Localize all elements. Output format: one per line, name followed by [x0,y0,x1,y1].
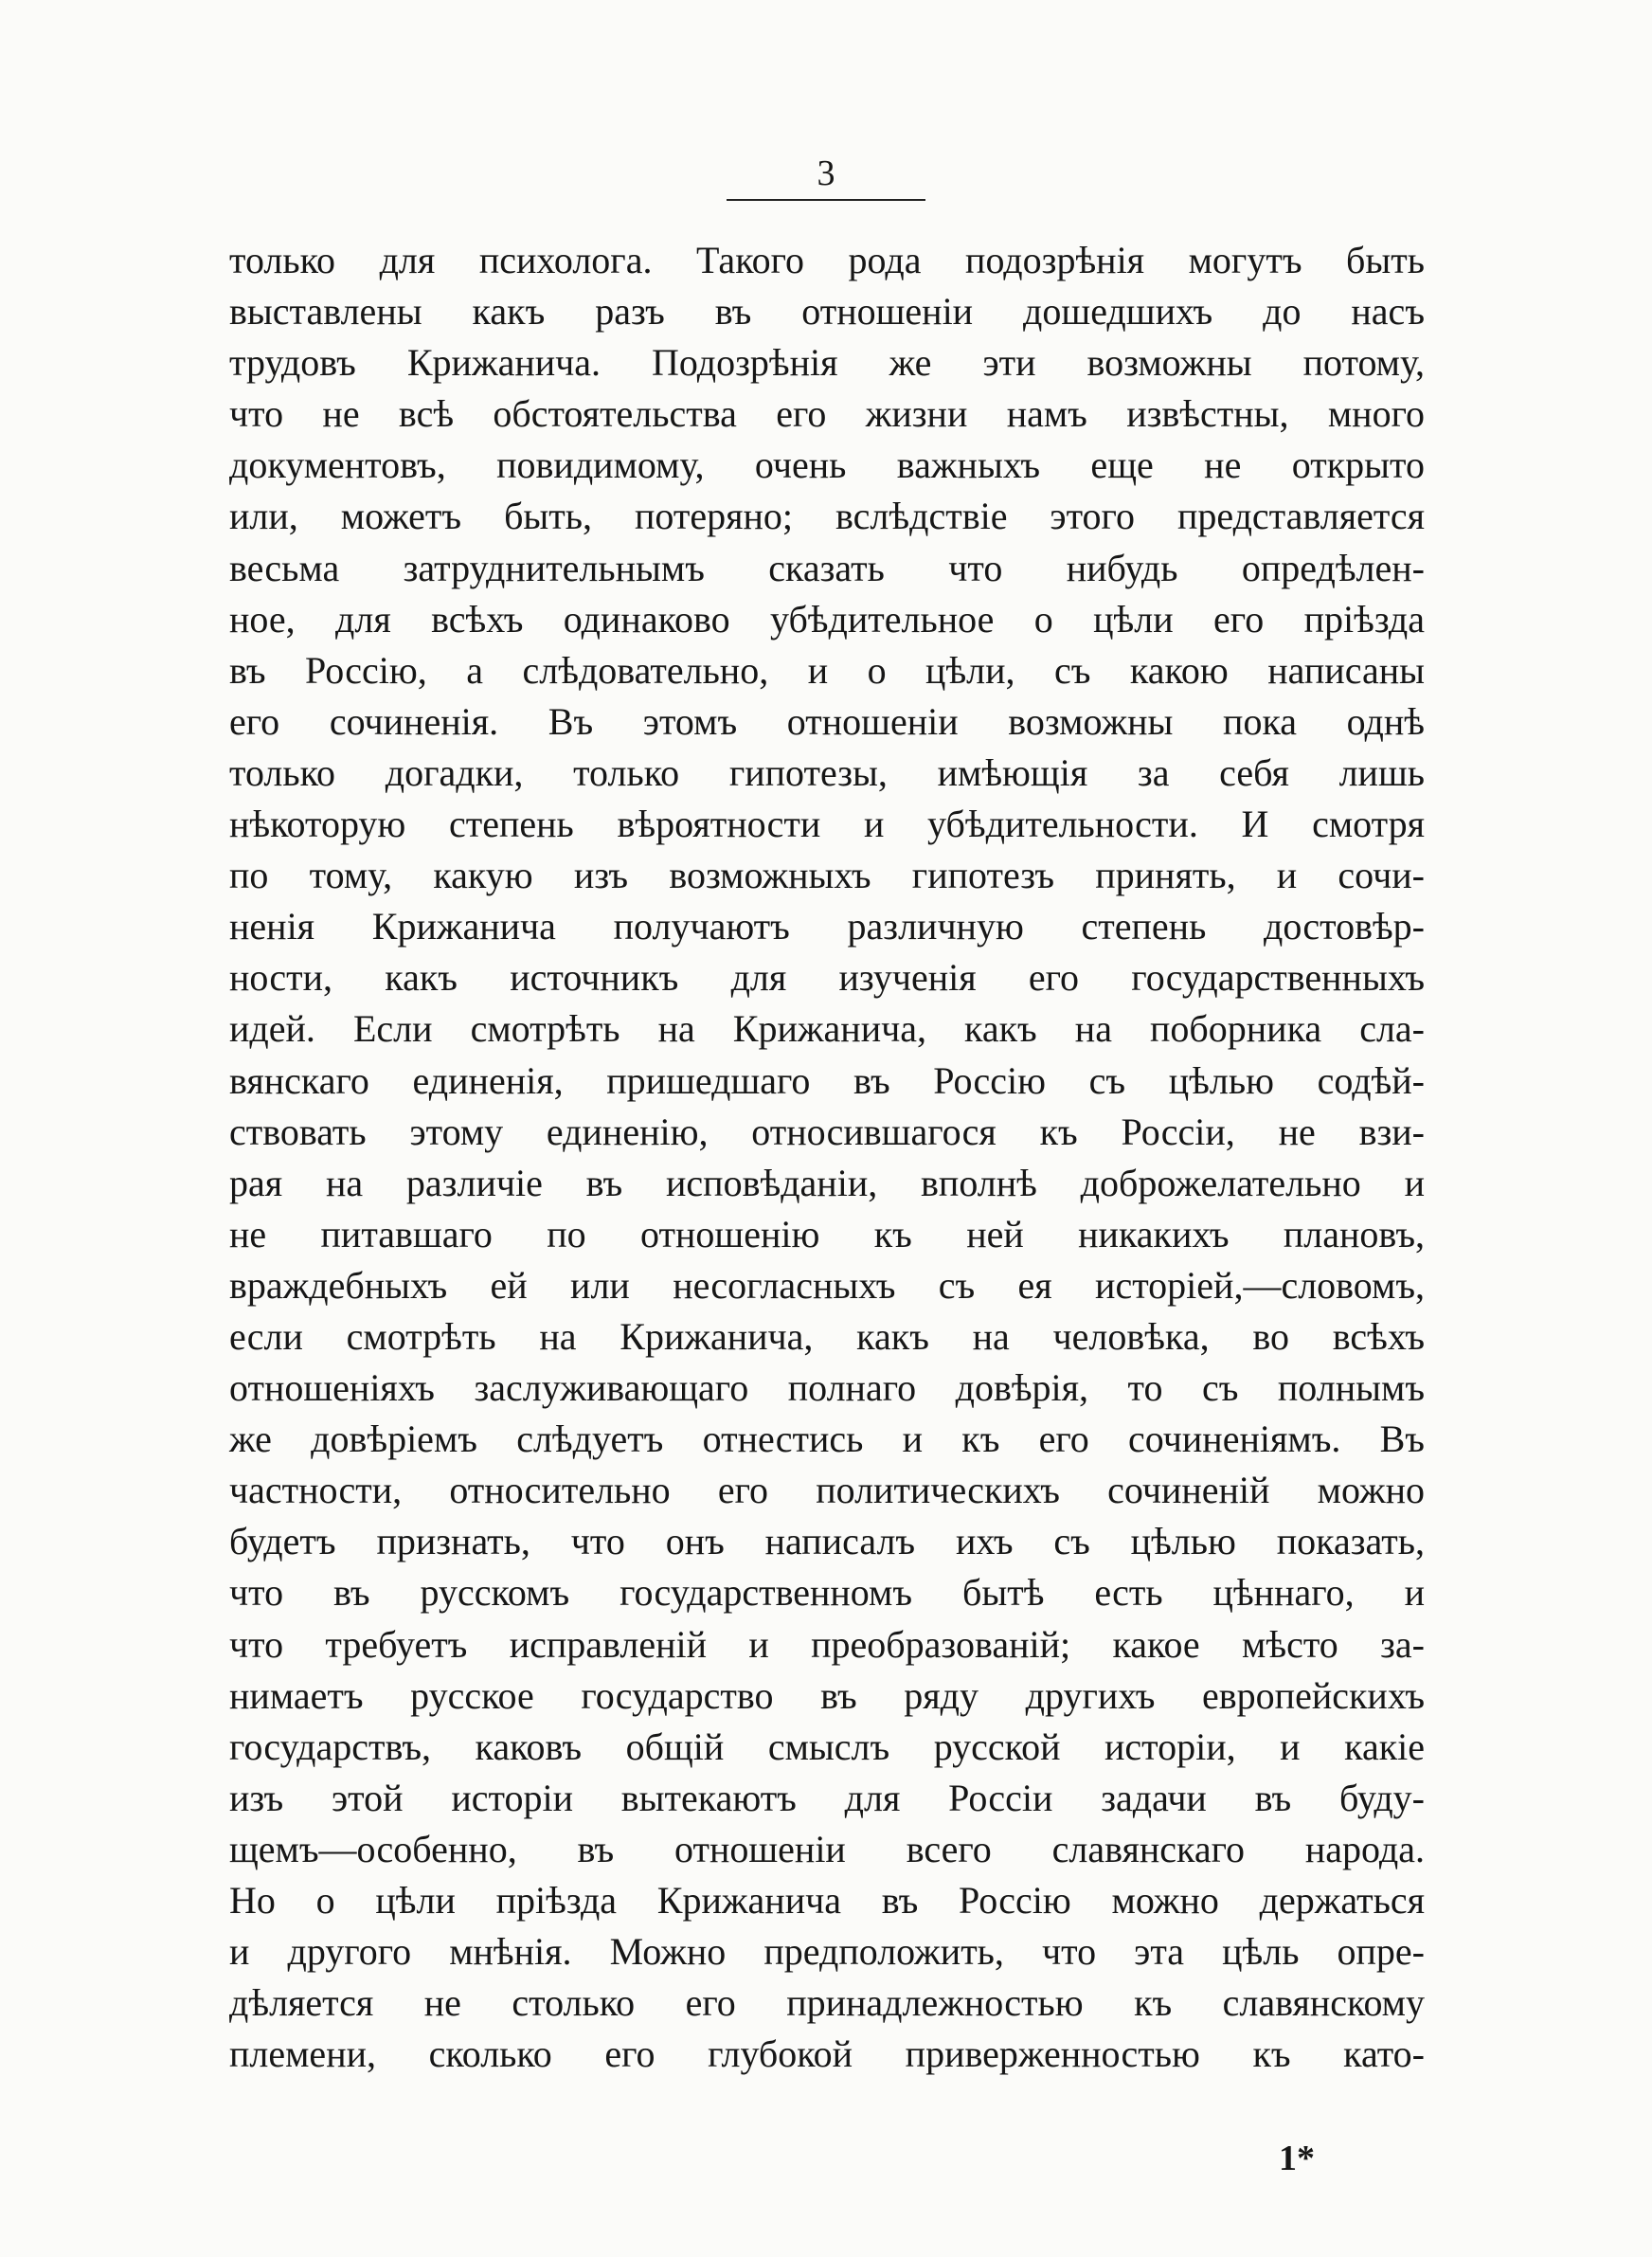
text-line: если смотрѣть на Крижанича, какъ на человѣка, во всѣхъ [229,1314,1425,1358]
text-line: нѣкоторую степень вѣроятности и убѣдительности. И смотря [229,803,1425,846]
header-rule [727,199,925,201]
text-line: что въ русскомъ государственномъ бытѣ есть цѣннаго, и [229,1571,1425,1615]
text-line: въ Россію, а слѣдовательно, и о цѣли, съ какою написаны [229,648,1425,692]
text-line: весьма затруднительнымъ сказать что нибудь опредѣлен- [229,546,1425,589]
page-number: 3 [817,153,835,193]
text-line: изъ этой исторіи вытекаютъ для Россіи задачи въ буду- [229,1776,1425,1819]
text-line: выставлены какъ разъ въ отношеніи дошедшихъ до насъ [229,290,1425,334]
text-line: только для психолога. Такого рода подозрѣнія могутъ быть [229,239,1425,281]
text-line: же довѣріемъ слѣдуетъ отнестись и къ его сочиненіямъ. Въ [229,1417,1425,1461]
signature-mark: 1* [1279,2139,1315,2178]
text-line: ности, какъ источникъ для изученія его государственныхъ [229,956,1425,1000]
text-line: не питавшаго по отношенію къ ней никакихъ плановъ, [229,1212,1425,1255]
text-line: идей. Если смотрѣть на Крижанича, какъ на поборника сла- [229,1007,1425,1051]
text-line: частности, относительно его политическихъ сочиненій можно [229,1469,1425,1512]
text-line: его сочиненія. Въ этомъ отношеніи возможны пока однѣ [229,699,1425,743]
text-line: государствъ, каковъ общій смыслъ русской исторіи, и какіе [229,1724,1425,1768]
text-line: только догадки, только гипотезы, имѣющія за себя лишь [229,750,1425,794]
text-line: вянскаго единенія, пришедшаго въ Россію съ цѣлью содѣй- [229,1058,1425,1102]
text-line: Но о цѣли пріѣзда Крижанича въ Россію можно держаться [229,1879,1425,1922]
text-line: ненія Крижанича получаютъ различную степень достовѣр- [229,905,1425,948]
text-line: и другого мнѣнія. Можно предположить, что эта цѣль опре- [229,1930,1425,1974]
text-line: трудовъ Крижанича. Подозрѣнія же эти возможны потому, [229,341,1425,385]
text-line: враждебныхъ ей или несогласныхъ съ ея исторіей,—словомъ, [229,1263,1425,1307]
text-line: ное, для всѣхъ одинаково убѣдительное о цѣли его пріѣзда [229,597,1425,641]
text-line: дѣляется не столько его принадлежностью къ славянскому [229,1981,1425,2025]
text-line: что не всѣ обстоятельства его жизни намъ извѣстны, много [229,392,1425,436]
text-line: по тому, какую изъ возможныхъ гипотезъ принять, и сочи- [229,854,1425,897]
text-line: отношеніяхъ заслуживающаго полнаго довѣрія, то съ полнымъ [229,1366,1425,1410]
text-line: племени, сколько его глубокой приверженностью къ като- [229,2032,1425,2076]
text-line: будетъ признать, что онъ написалъ ихъ съ цѣлью показать, [229,1520,1425,1563]
text-line: щемъ—особенно, въ отношеніи всего славянскаго народа. [229,1827,1425,1870]
body-text [229,235,1425,2080]
text-line: рая на различіе въ исповѣданіи, вполнѣ доброжелательно и [229,1161,1425,1204]
text-line: документовъ, повидимому, очень важныхъ еще не открыто [229,443,1425,487]
text-line: что требуетъ исправленій и преобразованій; какое мѣсто за- [229,1622,1425,1666]
text-line: или, можетъ быть, потеряно; вслѣдствіе этого представляется [229,495,1425,538]
text-line: нимаетъ русское государство въ ряду другихъ европейскихъ [229,1673,1425,1717]
text-line: ствовать этому единенію, относившагося къ Россіи, не взи- [229,1110,1425,1153]
